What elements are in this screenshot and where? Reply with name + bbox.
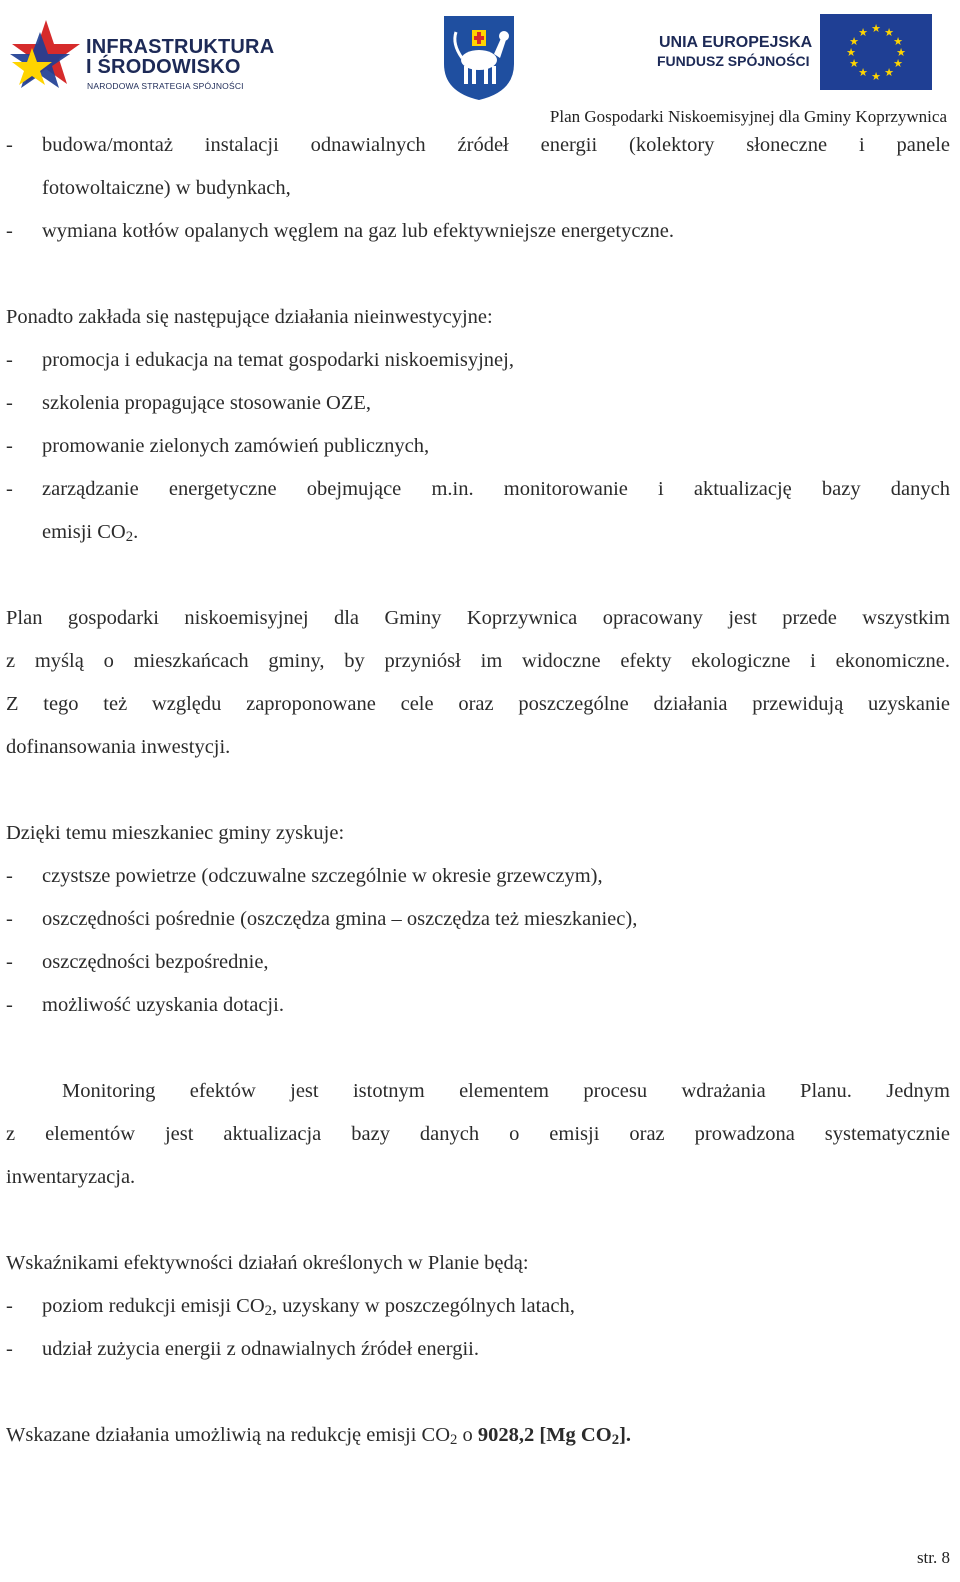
list-item-text: budowa/montaż instalacji odnawialnych źródeł energii (kolektory słoneczne i panele	[42, 134, 950, 156]
coat-of-arms-icon	[442, 14, 516, 102]
logo-line3: NARODOWA STRATEGIA SPÓJNOŚCI	[87, 81, 244, 91]
list-item-text: możliwość uzyskania dotacji.	[42, 994, 284, 1016]
document-body	[6, 124, 950, 1457]
paragraph: Ponadto zakłada się następujące działania nieinwestycyjne:	[6, 306, 493, 328]
svg-text:★: ★	[893, 57, 903, 70]
paragraph-line: dofinansowania inwestycji.	[6, 736, 231, 758]
list-item-text: promowanie zielonych zamówień publicznych,	[42, 435, 430, 457]
list-item: - czystsze powietrze (odczuwalne szczególnie w okresie grzewczym),	[6, 855, 950, 898]
list-item-text: udział zużycia energii z odnawialnych źródeł energii.	[42, 1338, 479, 1360]
svg-text:★: ★	[846, 46, 856, 59]
eu-logo-line2: FUNDUSZ SPÓJNOŚCI	[657, 53, 810, 69]
svg-text:★: ★	[849, 57, 859, 70]
svg-text:★: ★	[884, 66, 894, 79]
list-item-text: zarządzanie energetyczne obejmujące m.in. monitorowanie i aktualizację bazy danych	[42, 478, 950, 500]
paragraph-line: z elementów jest aktualizacja bazy danych o emisji oraz prowadzona systematycznie	[6, 1123, 950, 1145]
page-number: str. 8	[916, 1548, 950, 1567]
star-logo-icon	[10, 14, 82, 94]
svg-text:★: ★	[871, 22, 881, 35]
paragraph-line: Monitoring efektów jest istotnym elementem procesu wdrażania Planu. Jednym	[62, 1080, 950, 1102]
page-header	[0, 0, 960, 125]
svg-text:★: ★	[858, 66, 868, 79]
logo-line2: I ŚRODOWISKO	[86, 56, 241, 78]
list-item: - szkolenia propagujące stosowanie OZE,	[6, 382, 950, 425]
eu-logo-line1: UNIA EUROPEJSKA	[659, 34, 813, 51]
list-item-text: poziom redukcji emisji $CO_2$, uzyskany w poszczególnych latach,	[42, 1295, 575, 1319]
svg-text:★: ★	[884, 26, 894, 39]
paragraph: Wskaźnikami efektywności działań określonych w Planie będą:	[6, 1252, 529, 1274]
paragraph-line: inwentaryzacja.	[6, 1166, 136, 1188]
svg-text:★: ★	[896, 46, 906, 59]
svg-text:★: ★	[893, 35, 903, 48]
list-item-text: wymiana kotłów opalanych węglem na gaz lub efektywniejsze energetyczne.	[42, 220, 675, 242]
paragraph: Dzięki temu mieszkaniec gminy zyskuje:	[6, 822, 345, 844]
list-item: - oszczędności bezpośrednie,	[6, 941, 950, 984]
svg-text:★: ★	[871, 70, 881, 83]
coat-of-arms	[442, 14, 516, 107]
svg-text:★: ★	[849, 35, 859, 48]
list-item-text: szkolenia propagujące stosowanie OZE,	[42, 392, 372, 414]
list-item-text: promocja i edukacja na temat gospodarki niskoemisyjnej,	[42, 349, 514, 371]
list-item: - możliwość uzyskania dotacji.	[6, 984, 950, 1027]
list-item: - promowanie zielonych zamówień publicznych,	[6, 425, 950, 468]
paragraph-line: Z tego też względu zaproponowane cele oraz poszczególne działania przewidują uzyskanie	[6, 693, 950, 715]
list-item: - wymiana kotłów opalanych węglem na gaz lub efektywniejsze energetyczne.	[6, 210, 950, 253]
reduction-value: 9028,2 [Mg $CO_2$].	[477, 1424, 632, 1448]
paragraph-line: z myślą o mieszkańcach gminy, by przyniósł im widoczne efekty ekologiczne i ekonomiczne.	[6, 650, 950, 672]
document-title: Plan Gospodarki Niskoemisyjnej dla Gminy Koprzywnica	[549, 107, 947, 126]
list-item: - oszczędności pośrednie (oszczędza gmina – oszczędza też mieszkaniec),	[6, 898, 950, 941]
svg-text:★: ★	[858, 26, 868, 39]
list-item: - poziom redukcji emisji $CO_2$, uzyskany w poszczególnych latach,	[6, 1285, 950, 1328]
eu-flag-icon	[820, 14, 932, 90]
list-item: - zarządzanie energetyczne obejmujące m.in. monitorowanie i aktualizację bazy danych emisji $CO_2$.	[6, 468, 950, 554]
list-item-text: fotowoltaiczne) w budynkach,	[42, 177, 291, 199]
infrastruktura-logo	[10, 14, 290, 94]
list-item-text: oszczędności pośrednie (oszczędza gmina – oszczędza też mieszkaniec),	[42, 908, 638, 930]
list-item: - udział zużycia energii z odnawialnych źródeł energii.	[6, 1328, 950, 1371]
logo-line1: INFRASTRUKTURA	[86, 36, 275, 58]
final-statement: Wskazane działania umożliwią na redukcję emisji $CO_2$ o 9028,2 [Mg $CO_2$].	[6, 1424, 632, 1448]
list-item: - promocja i edukacja na temat gospodarki niskoemisyjnej,	[6, 339, 950, 382]
list-item: - budowa/montaż instalacji odnawialnych źródeł energii (kolektory słoneczne i panele fotowoltaiczne) w budynkach,	[6, 124, 950, 210]
list-item-text: oszczędności bezpośrednie,	[42, 951, 269, 973]
paragraph-line: Plan gospodarki niskoemisyjnej dla Gminy Koprzywnica opracowany jest przede wszystkim	[6, 607, 950, 629]
list-item-text: czystsze powietrze (odczuwalne szczególnie w okresie grzewczym),	[42, 865, 603, 887]
